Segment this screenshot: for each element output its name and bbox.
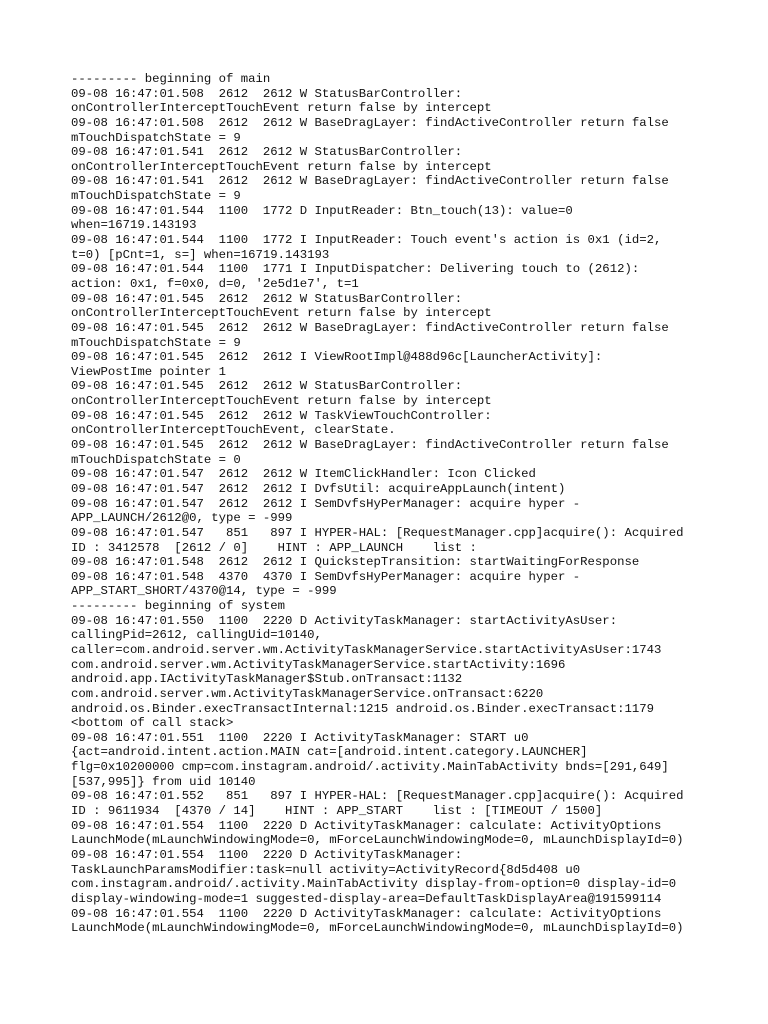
log-line: 09-08 16:47:01.545 2612 2612 W StatusBarController: (71, 291, 463, 306)
log-line: com.instagram.android/.activity.MainTabActivity display-from-option=0 display-id=0 (71, 877, 677, 892)
log-line: onControllerInterceptTouchEvent return false by intercept (71, 159, 492, 174)
log-line: 09-08 16:47:01.544 1100 1772 D InputReader: Btn_touch(13): value=0 (71, 203, 573, 218)
log-line: mTouchDispatchState = 0 (71, 452, 241, 467)
log-line: onControllerInterceptTouchEvent return false by intercept (71, 394, 492, 409)
log-line: t=0) [pCnt=1, s=] when=16719.143193 (71, 247, 330, 262)
log-line: 09-08 16:47:01.554 1100 2220 D ActivityTaskManager: calculate: ActivityOptions (71, 818, 662, 833)
log-line: --------- beginning of system (71, 599, 286, 614)
log-line: TaskLaunchParamsModifier:task=null activity=ActivityRecord{8d5d408 u0 (71, 862, 581, 877)
log-line: LaunchMode(mLaunchWindowingMode=0, mForceLaunchWindowingMode=0, mLaunchDisplayId=0) (71, 833, 684, 848)
log-line: when=16719.143193 (71, 218, 197, 233)
log-line: mTouchDispatchState = 9 (71, 335, 241, 350)
log-line: 09-08 16:47:01.551 1100 2220 I ActivityTaskManager: START u0 (71, 730, 529, 745)
log-line: 09-08 16:47:01.550 1100 2220 D ActivityTaskManager: startActivityAsUser: (71, 613, 618, 628)
log-line: caller=com.android.server.wm.ActivityTaskManagerService.startActivityAsUser:1743 (71, 642, 662, 657)
log-line: mTouchDispatchState = 9 (71, 130, 241, 145)
log-line: APP_START_SHORT/4370@14, type = -999 (71, 584, 337, 599)
log-line: com.android.server.wm.ActivityTaskManagerService.onTransact:6220 (71, 686, 544, 701)
log-line: 09-08 16:47:01.554 1100 2220 D ActivityTaskManager: calculate: ActivityOptions (71, 906, 662, 921)
log-line: 09-08 16:47:01.547 2612 2612 I DvfsUtil: acquireAppLaunch(intent) (71, 481, 566, 496)
log-line: <bottom of call stack> (71, 716, 234, 731)
log-line: 09-08 16:47:01.541 2612 2612 W StatusBarController: (71, 145, 463, 160)
log-line: 09-08 16:47:01.547 2612 2612 I SemDvfsHyPerManager: acquire hyper - (71, 496, 581, 511)
log-line: 09-08 16:47:01.508 2612 2612 W StatusBarController: (71, 86, 463, 101)
log-line: callingPid=2612, callingUid=10140, (71, 628, 322, 643)
log-line: --------- beginning of main (71, 72, 271, 86)
log-line: 09-08 16:47:01.544 1100 1771 I InputDispatcher: Delivering touch to (2612): (71, 262, 640, 277)
log-line: 09-08 16:47:01.508 2612 2612 W BaseDragLayer: findActiveController return false (71, 115, 669, 130)
log-line: 09-08 16:47:01.541 2612 2612 W BaseDragLayer: findActiveController return false (71, 174, 669, 189)
log-line: onControllerInterceptTouchEvent, clearState. (71, 423, 396, 438)
log-line: 09-08 16:47:01.545 2612 2612 W BaseDragLayer: findActiveController return false (71, 438, 669, 453)
log-line: [537,995]} from uid 10140 (71, 774, 256, 789)
log-line: ID : 3412578 [2612 / 0] HINT : APP_LAUNCH list : (71, 540, 477, 555)
log-line: {act=android.intent.action.MAIN cat=[android.intent.category.LAUNCHER] (71, 745, 588, 760)
log-line: android.app.IActivityTaskManager$Stub.onTransact:1132 (71, 672, 463, 687)
log-line: onControllerInterceptTouchEvent return false by intercept (71, 101, 492, 116)
log-text-block (71, 72, 701, 936)
log-line: mTouchDispatchState = 9 (71, 189, 241, 204)
log-line: 09-08 16:47:01.547 851 897 I HYPER-HAL: [RequestManager.cpp]acquire(): Acquired (71, 525, 684, 540)
log-line: 09-08 16:47:01.548 2612 2612 I QuickstepTransition: startWaitingForResponse (71, 555, 640, 570)
log-line: 09-08 16:47:01.552 851 897 I HYPER-HAL: [RequestManager.cpp]acquire(): Acquired (71, 789, 684, 804)
log-line: 09-08 16:47:01.544 1100 1772 I InputReader: Touch event's action is 0x1 (id=2, (71, 233, 662, 248)
log-line: action: 0x1, f=0x0, d=0, '2e5d1e7', t=1 (71, 276, 359, 291)
log-line: 09-08 16:47:01.545 2612 2612 I ViewRootImpl@488d96c[LauncherActivity]: (71, 350, 603, 365)
log-line: ViewPostIme pointer 1 (71, 364, 226, 379)
log-line: onControllerInterceptTouchEvent return false by intercept (71, 306, 492, 321)
log-line: android.os.Binder.execTransactInternal:1215 android.os.Binder.execTransact:1179 (71, 701, 654, 716)
log-line: LaunchMode(mLaunchWindowingMode=0, mForceLaunchWindowingMode=0, mLaunchDisplayId=0) (71, 921, 684, 936)
log-line: ID : 9611934 [4370 / 14] HINT : APP_START list : [TIMEOUT / 1500] (71, 804, 603, 819)
log-line: 09-08 16:47:01.547 2612 2612 W ItemClickHandler: Icon Clicked (71, 467, 536, 482)
log-line: com.android.server.wm.ActivityTaskManagerService.startActivity:1696 (71, 657, 566, 672)
log-line: 09-08 16:47:01.548 4370 4370 I SemDvfsHyPerManager: acquire hyper - (71, 569, 581, 584)
log-line: 09-08 16:47:01.545 2612 2612 W StatusBarController: (71, 379, 463, 394)
log-line: flg=0x10200000 cmp=com.instagram.android/.activity.MainTabActivity bnds=[291,649] (71, 760, 669, 775)
log-line: APP_LAUNCH/2612@0, type = -999 (71, 511, 293, 526)
log-line: 09-08 16:47:01.554 1100 2220 D ActivityTaskManager: (71, 847, 463, 862)
log-line: 09-08 16:47:01.545 2612 2612 W BaseDragLayer: findActiveController return false (71, 320, 669, 335)
log-line: display-windowing-mode=1 suggested-display-area=DefaultTaskDisplayArea@191599114 (71, 891, 662, 906)
log-line: 09-08 16:47:01.545 2612 2612 W TaskViewTouchController: (71, 408, 492, 423)
